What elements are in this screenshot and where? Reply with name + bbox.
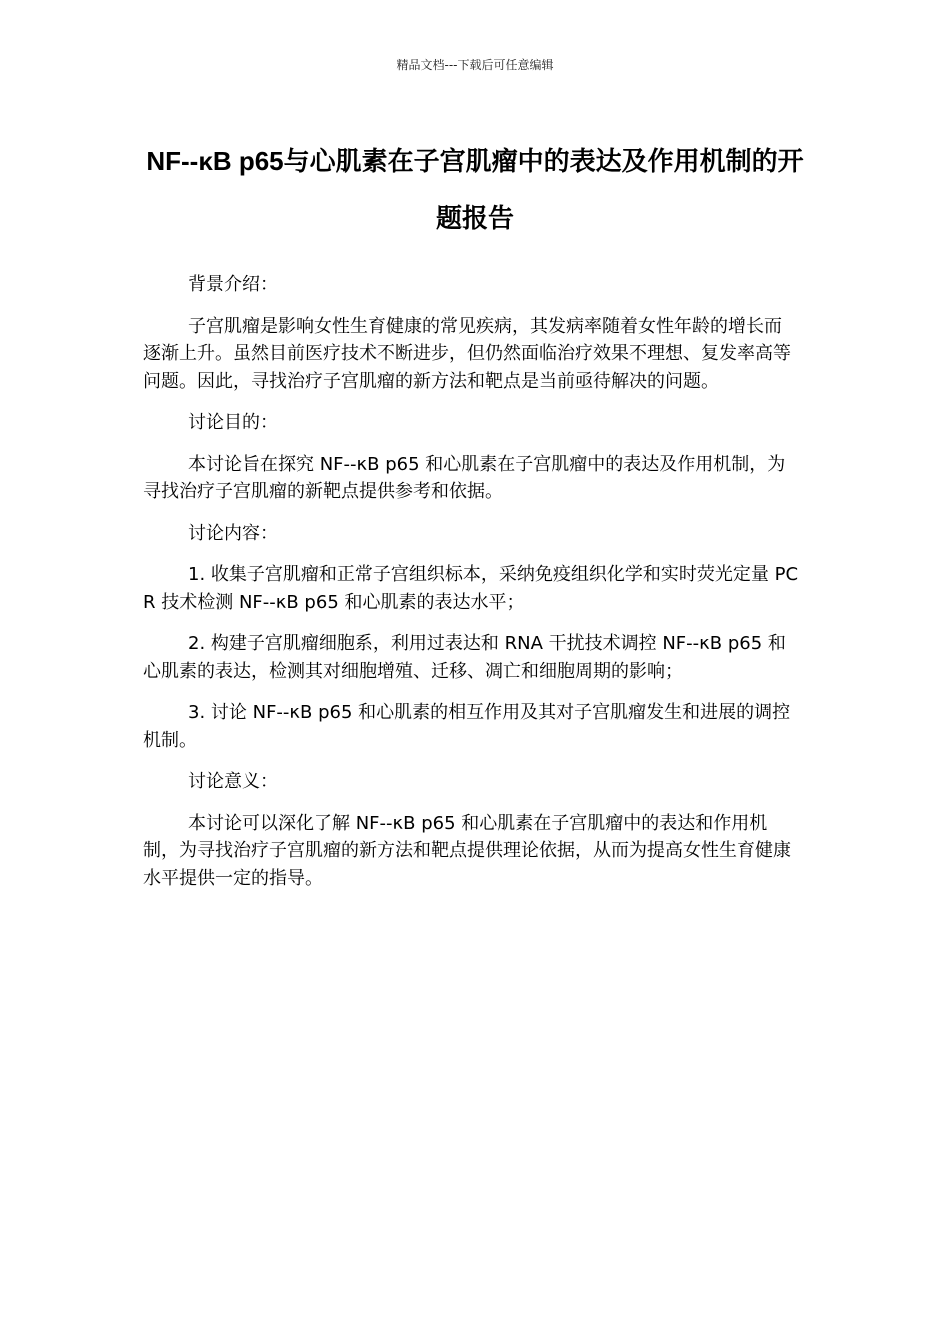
header-note: 精品文档---下载后可任意编辑	[396, 58, 554, 72]
content-item-3: 3. 讨论 NF--κB p65 和心肌素的相互作用及其对子宫肌瘤发生和进展的调控机制。	[143, 702, 791, 751]
content-item-2: 2. 构建子宫肌瘤细胞系，利用过表达和 RNA 干扰技术调控 NF--κB p65 和心肌素的表达，检测其对细胞增殖、迁移、凋亡和细胞周期的影响；	[143, 633, 786, 682]
section-heading-content: 讨论内容：	[188, 522, 278, 544]
paragraph-background: 子宫肌瘤是影响女性生育健康的常见疾病，其发病率随着女性年龄的增长而逐渐上升。虽然目前医疗技术不断进步，但仍然面临治疗效果不理想、复发率高等问题。因此，寻找治疗子宫肌瘤的新方法和靶点是当前亟待解决的问题。	[143, 315, 791, 392]
paragraph-purpose: 本讨论旨在探究 NF--κB p65 和心肌素在子宫肌瘤中的表达及作用机制，为寻找治疗子宫肌瘤的新靶点提供参考和依据。	[143, 453, 786, 502]
content-item-1: 1. 收集子宫肌瘤和正常子宫组织标本，采纳免疫组织化学和实时荧光定量 PCR 技术检测 NF--κB p65 和心肌素的表达水平；	[143, 564, 799, 613]
section-heading-background: 背景介绍：	[188, 274, 278, 295]
section-heading-purpose: 讨论目的：	[188, 412, 278, 433]
document-body	[143, 271, 799, 906]
section-heading-significance: 讨论意义：	[188, 771, 278, 792]
paragraph-significance: 本讨论可以深化了解 NF--κB p65 和心肌素在子宫肌瘤中的表达和作用机制，为寻找治疗子宫肌瘤的新方法和靶点提供理论依据，从而为提高女性生育健康水平提供一定的指导。	[143, 812, 791, 889]
document-title: NF--κB p65与心肌素在子宫肌瘤中的表达及作用机制的开题报告	[146, 146, 804, 233]
